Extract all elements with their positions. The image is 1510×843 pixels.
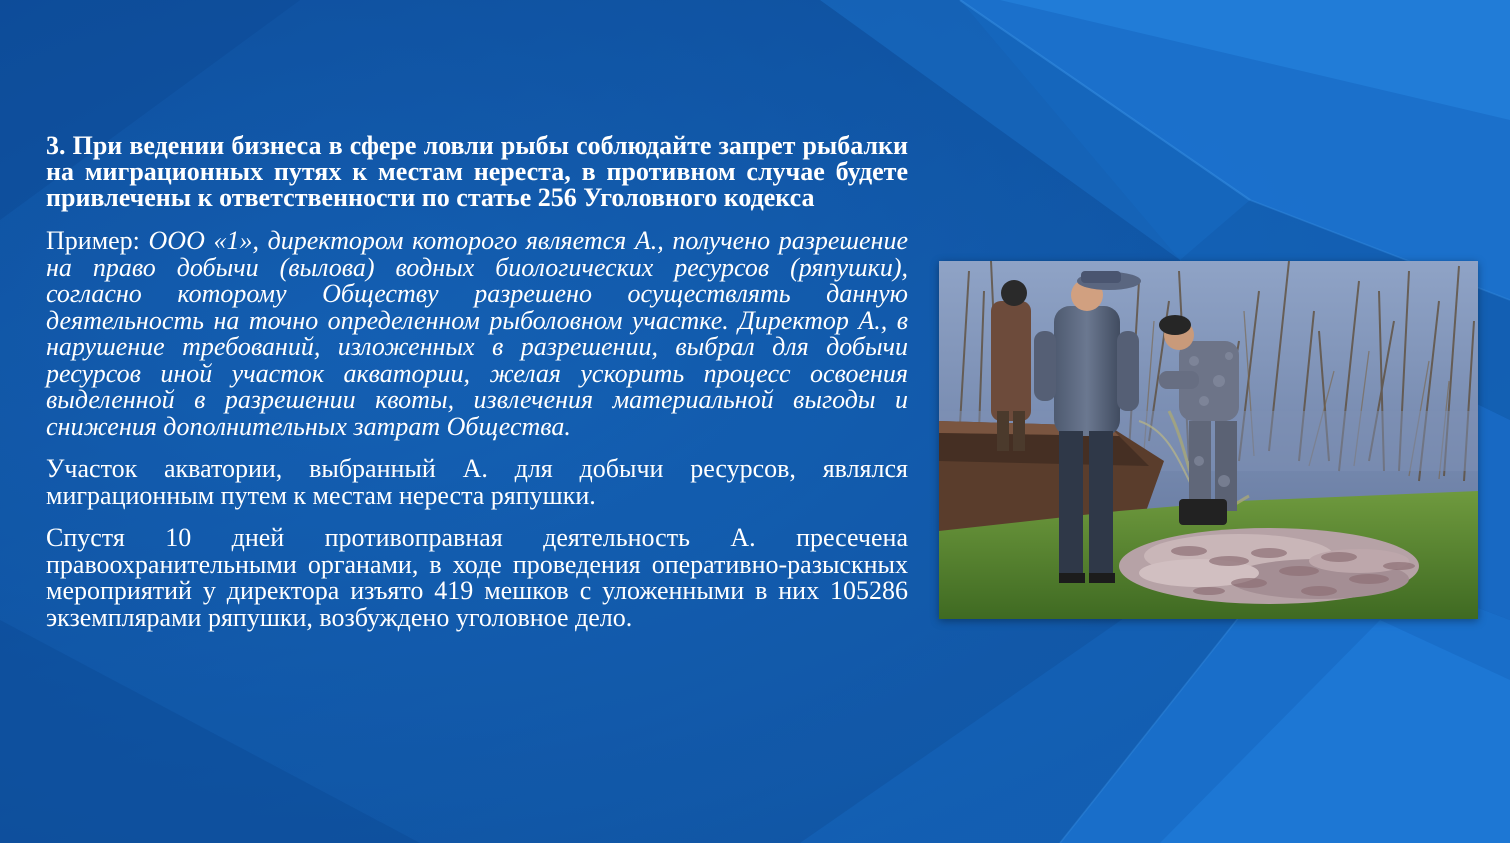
officers-with-seized-fish-photo <box>939 261 1478 619</box>
photo-illustration <box>939 261 1478 619</box>
paragraph-migration-route: Участок акватории, выбранный А. для добычи ресурсов, являлся миграционным путем к местам нереста ряпушки. <box>46 454 908 510</box>
example-lead: Пример: <box>46 226 149 255</box>
slide-text <box>46 133 908 647</box>
slide-heading: 3. При ведении бизнеса в сфере ловли рыбы соблюдайте запрет рыбалки на миграционных путях к местам нереста, в противном случае будете привлечены к ответственности по статье 256 Уголовного кодекса <box>46 131 908 212</box>
example-text: ООО «1», директором которого является А., получено разрешение на право добычи (вылова) водных биологических ресурсов (ряпушки), согласно которому Обществу разрешено осуществлять данную деятельность на точно определенном рыболовном участке. Директор А., в нарушение требований, изложенных в разрешении, выбрал для добычи ресурсов иной участок акватории, желая ускорить процесс освоения выделенной в разрешении квоты, извлечения материальной выгоды и снижения дополнительных затрат Общества. <box>46 226 908 441</box>
paragraph-seizure: Спустя 10 дней противоправная деятельность А. пресечена правоохранительными органами, в ходе проведения оперативно-разыскных мероприятий у директора изъято 419 мешков с уложенными в них 105286 экземплярами ряпушки, возбуждено уголовное дело. <box>46 523 908 632</box>
example-paragraph <box>46 228 908 440</box>
